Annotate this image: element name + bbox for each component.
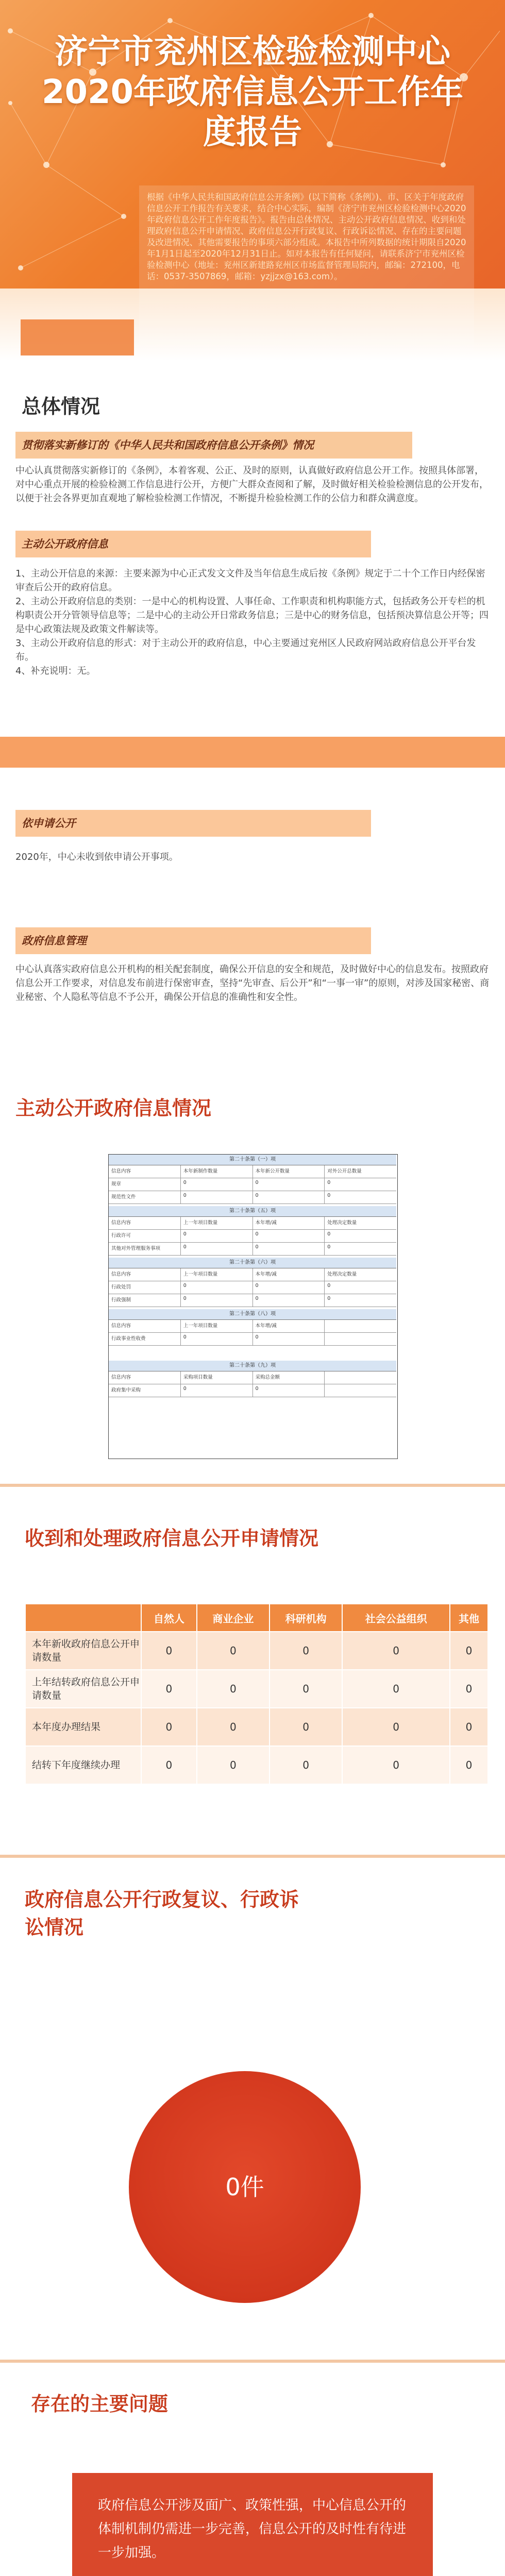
cell: 0 xyxy=(181,1281,253,1294)
cell: 0 xyxy=(327,1244,331,1250)
cell: 0 xyxy=(181,1230,253,1242)
section-title-requests: 收到和处理政府信息公开申请情况 xyxy=(25,1527,319,1550)
col-header xyxy=(25,1604,141,1632)
section-title-review: 政府信息公开行政复议、行政诉讼情况 xyxy=(25,1888,299,1939)
management-text: 中心认真落实政府信息公开机构的相关配套制度，确保公开信息的安全和规范，及时做好中心的信息发布。按照政府信息公开工作要求，对信息发布前进行保密审查，坚持“先审查、后公开”和“一事一审”的原则，对涉及国家秘密、商业秘密、个人隐私等信息不予公开，确保公开信息的准确性和安全性。 xyxy=(15,964,490,1003)
cell: 0 xyxy=(270,1746,342,1784)
table-row xyxy=(25,1632,488,1670)
report-title-line-2: 2020年政府信息公开工作年 xyxy=(41,73,464,111)
cell: 0 xyxy=(253,1243,325,1255)
row-label: 行政事业性收费 xyxy=(109,1333,181,1345)
row-label: 本年度办理结果 xyxy=(25,1708,141,1746)
col-header: 对外公开总数量 xyxy=(327,1168,362,1174)
report-title-line-1: 济宁市兖州区检验检测中心 xyxy=(55,33,450,71)
col-header: 社会公益组织 xyxy=(342,1604,450,1632)
decor-strip xyxy=(21,319,134,355)
cell: 0 xyxy=(253,1281,325,1294)
cell: 0 xyxy=(181,1294,253,1307)
divider-band xyxy=(0,737,505,768)
section-title-issues: 存在的主要问题 xyxy=(31,2393,169,2415)
row-label: 本年新收政府信息公开申请数量 xyxy=(25,1632,141,1670)
cell: 0 xyxy=(270,1708,342,1746)
cell: 0 xyxy=(197,1670,270,1708)
cell xyxy=(325,1384,396,1397)
cell: 0 xyxy=(141,1670,197,1708)
col-header: 上一年项目数量 xyxy=(181,1268,253,1281)
report-title-line-3: 度报告 xyxy=(203,113,302,151)
cell: 0 xyxy=(181,1191,253,1204)
divider-line xyxy=(0,1484,505,1487)
section-title-overall: 总体情况 xyxy=(22,395,100,418)
table-block xyxy=(109,1361,396,1397)
table-row xyxy=(25,1670,488,1708)
cell: 0 xyxy=(253,1178,325,1191)
cell: 0 xyxy=(181,1243,253,1255)
cell: 0 xyxy=(141,1632,197,1670)
col-header: 信息内容 xyxy=(109,1165,181,1178)
cell xyxy=(325,1333,396,1345)
cell: 0 xyxy=(327,1296,331,1301)
col-header: 信息内容 xyxy=(109,1320,181,1332)
col-header: 信息内容 xyxy=(109,1371,181,1384)
col-header: 信息内容 xyxy=(109,1217,181,1229)
table-block xyxy=(109,1258,396,1307)
row-label: 规范性文件 xyxy=(109,1191,181,1204)
block-header: 第二十条第（一）项 xyxy=(109,1155,396,1165)
row-label: 行政许可 xyxy=(109,1230,181,1242)
cell: 0 xyxy=(181,1178,253,1191)
table-header-row xyxy=(25,1604,488,1632)
row-label: 政府集中采购 xyxy=(109,1384,181,1397)
cell: 0 xyxy=(342,1708,450,1746)
divider-line xyxy=(0,2360,505,2363)
request-text: 2020年，中心未收到依申请公开事项。 xyxy=(15,852,178,862)
col-header: 采购总金额 xyxy=(253,1371,325,1384)
block-header: 第二十条第（八）项 xyxy=(109,1309,396,1320)
col-header xyxy=(325,1371,396,1384)
subhead-management: 政府信息管理 xyxy=(15,927,371,954)
subhead-regulation: 贯彻落实新修订的《中华人民共和国政府信息公开条例》情况 xyxy=(15,432,412,459)
cell: 0 xyxy=(181,1333,253,1345)
issues-box: 政府信息公开涉及面广、政策性强，中心信息公开的体制机制仍需进一步完善，信息公开的及时性有待进一步加强。 xyxy=(72,2473,433,2576)
divider-line xyxy=(0,1855,505,1858)
col-header: 商业企业 xyxy=(197,1604,270,1632)
cell: 0 xyxy=(342,1746,450,1784)
table-block xyxy=(109,1206,396,1256)
subhead-request: 依申请公开 xyxy=(15,810,371,837)
col-header: 本年增/减 xyxy=(253,1217,325,1229)
col-header: 科研机构 xyxy=(270,1604,342,1632)
cell: 0 xyxy=(450,1632,488,1670)
row-label: 行政强制 xyxy=(109,1294,181,1307)
cell: 0 xyxy=(450,1708,488,1746)
cell: 0 xyxy=(253,1294,325,1307)
cell: 0 xyxy=(253,1384,325,1397)
regulation-text: 中心认真贯彻落实新修订的《条例》，本着客观、公正、及时的原则，认真做好政府信息公开工作。按照具体部署，对中心重点开展的检验检测工作信息进行公开，方便广大群众查阅和了解，及时做好相关检验检测信息的公开发布，以便于社会各界更加直观地了解检验检测工作情况，不断提升检验检测工作的公信力和群众满意度。 xyxy=(15,465,489,504)
cell: 0 xyxy=(450,1670,488,1708)
block-header: 第二十条第（六）项 xyxy=(109,1258,396,1268)
cell: 0 xyxy=(253,1191,325,1204)
cell: 0 xyxy=(197,1746,270,1784)
block-header: 第二十条第（五）项 xyxy=(109,1206,396,1217)
col-header: 处理决定数量 xyxy=(327,1272,357,1277)
row-label: 行政处罚 xyxy=(109,1281,181,1294)
cell: 0 xyxy=(450,1746,488,1784)
cell: 0 xyxy=(342,1632,450,1670)
col-header: 其他 xyxy=(450,1604,488,1632)
requests-table xyxy=(25,1603,489,1785)
cell: 0 xyxy=(197,1632,270,1670)
cell: 0 xyxy=(327,1180,331,1185)
row-label: 其他对外管理服务事项 xyxy=(109,1243,181,1255)
cell: 0 xyxy=(181,1384,253,1397)
cell: 0 xyxy=(270,1670,342,1708)
row-label: 上年结转政府信息公开申请数量 xyxy=(25,1670,141,1708)
col-header: 自然人 xyxy=(141,1604,197,1632)
col-header: 本年增/减 xyxy=(253,1320,325,1332)
col-header: 上一年项目数量 xyxy=(181,1320,253,1332)
row-label: 结转下年度继续办理 xyxy=(25,1746,141,1784)
table-block xyxy=(109,1309,396,1346)
review-count-circle: 0件 xyxy=(129,2071,361,2303)
cell: 0 xyxy=(270,1632,342,1670)
row-label: 规章 xyxy=(109,1178,181,1191)
col-header: 信息内容 xyxy=(109,1268,181,1281)
table-block xyxy=(109,1155,396,1204)
intro-text: 根据《中华人民共和国政府信息公开条例》(以下简称《条例》)、市、区关于年度政府信息公开工作报告有关要求，结合中心实际，编制《济宁市兖州区检验检测中心2020年政府信息公开工作年度报告》。报告由总体情况、主动公开政府信息情况、收到和处理政府信息公开申请情况、政府信息公开行政复议、行政诉讼情况、存在的主要问题及改进情况、其他需要报告的事项六部分组成。本报告中所列数据的统计期限自2020年1月1日起至2020年12月31日止。如对本报告有任何疑问，请联系济宁市兖州区检验检测中心（地址：兖州区新建路兖州区市场监督管理局院内，邮编：272100，电话：0537-3507869，邮箱：yzjjzx@163.com）。 xyxy=(147,192,466,281)
cell: 0 xyxy=(327,1283,331,1289)
section-title-active: 主动公开政府信息情况 xyxy=(15,1097,212,1120)
cell: 0 xyxy=(141,1708,197,1746)
cell: 0 xyxy=(327,1193,331,1198)
cell: 0 xyxy=(327,1231,331,1237)
col-header xyxy=(325,1320,396,1332)
subhead-active: 主动公开政府信息 xyxy=(15,531,371,557)
active-disclosure-table xyxy=(108,1154,398,1459)
table-row xyxy=(25,1708,488,1746)
active-text: 1、主动公开信息的来源：主要来源为中心正式发文文件及当年信息生成后按《条例》规定于二十个工作日内经保密审查后公开的政府信息。 2、主动公开政府信息的类别：一是中心的机构设置、人事任命、工作职责和机构职能方式，包括政务公开专栏的机构职责公开分管领导信息等；二是中心的主动公开日常政务信息；三是中心的财务信息，包括预决算信息公开等；四是中心政策法规及政策文件解读等。 3、主动公开政府信息的形式：对于主动公开的政府信息，中心主要通过兖州区人民政府网站政府信息公开平台发布。 4、补充说明：无。 xyxy=(15,568,489,676)
cell: 0 xyxy=(253,1230,325,1242)
col-header: 采购项目数量 xyxy=(181,1371,253,1384)
cell: 0 xyxy=(141,1746,197,1784)
col-header: 本年新制作数量 xyxy=(181,1165,253,1178)
col-header: 上一年项目数量 xyxy=(181,1217,253,1229)
col-header: 本年增/减 xyxy=(253,1268,325,1281)
col-header: 本年新公开数量 xyxy=(253,1165,325,1178)
block-header: 第二十条第（九）项 xyxy=(109,1361,396,1371)
table-row xyxy=(25,1746,488,1784)
cell: 0 xyxy=(342,1670,450,1708)
cell: 0 xyxy=(253,1333,325,1345)
col-header: 处理决定数量 xyxy=(327,1220,357,1226)
cell: 0 xyxy=(197,1708,270,1746)
